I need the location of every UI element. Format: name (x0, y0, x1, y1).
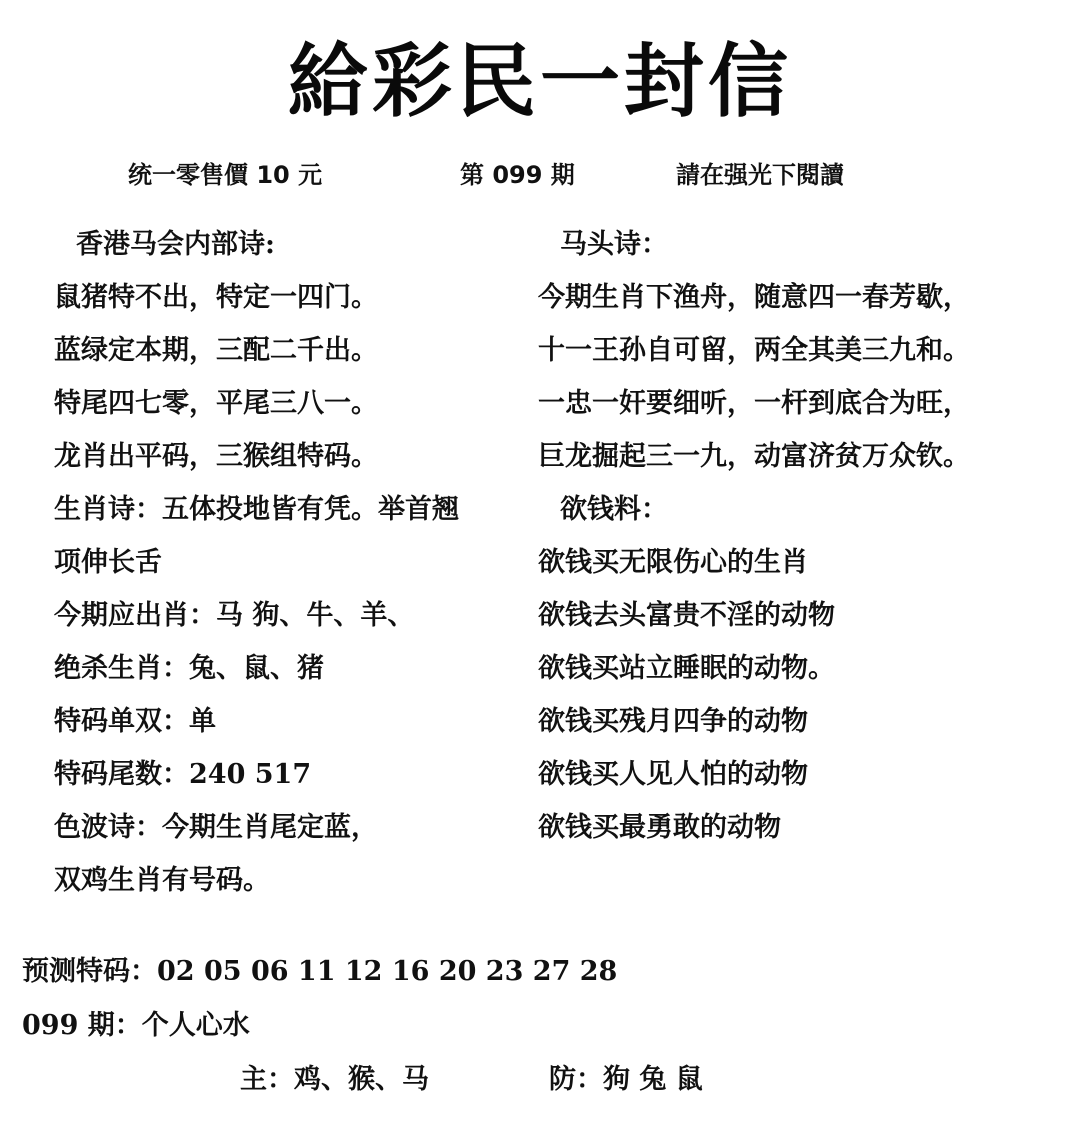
poem-line: 鼠猪特不出，特定一四门。 (54, 282, 378, 313)
riddle-heading: 欲钱料： (560, 494, 668, 525)
zodiac-poem: 生肖诗：五体投地皆有凭。举首翘 (54, 494, 459, 525)
tail-numbers: 特码尾数：240 517 (54, 759, 312, 790)
zodiac-poem-cont: 项伸长舌 (54, 547, 162, 578)
price-label: 统一零售價 10 元 (128, 161, 323, 189)
reading-hint: 請在强光下閱讀 (676, 161, 844, 189)
riddle-item: 欲钱买站立睡眠的动物。 (538, 653, 835, 684)
left-column (54, 222, 524, 911)
odd-even: 特码单双：单 (54, 706, 216, 737)
poem-line: 龙肖出平码，三猴组特码。 (54, 441, 378, 472)
poem-line: 蓝绿定本期，三配二千出。 (54, 335, 378, 366)
footer (22, 948, 1062, 1110)
color-poem-cont: 双鸡生肖有号码。 (54, 865, 270, 896)
horse-poem-line: 一忠一奸要细听，一杆到底合为旺， (538, 388, 970, 419)
left-column-heading: 香港马会内部诗: (76, 229, 275, 260)
riddle-item: 欲钱买人见人怕的动物 (538, 759, 808, 790)
horse-poem-line: 十一王孙自可留，两全其美三九和。 (538, 335, 970, 366)
predicted-numbers: 预测特码：02 05 06 11 12 16 20 23 27 28 (22, 956, 618, 987)
poem-line: 特尾四七零，平尾三八一。 (54, 388, 378, 419)
issue-number: 第 099 期 (460, 161, 575, 189)
horse-poem-line: 巨龙掘起三一九，动富济贫万众钦。 (538, 441, 970, 472)
defense-picks: 防：狗 兔 鼠 (549, 1064, 703, 1095)
riddle-item: 欲钱买最勇敢的动物 (538, 812, 781, 843)
excluded-zodiac: 绝杀生肖：兔、鼠、猪 (54, 653, 324, 684)
issue-tip: 099 期：个人心水 (22, 1010, 250, 1041)
riddle-item: 欲钱去头富贵不淫的动物 (538, 600, 835, 631)
main-defense-row (240, 1056, 1062, 1110)
horse-poem-line: 今期生肖下渔舟，随意四一春芳歇， (538, 282, 970, 313)
main-picks: 主：鸡、猴、马 (240, 1064, 429, 1095)
right-column-heading: 马头诗： (560, 229, 668, 260)
expected-zodiac: 今期应出肖：马 狗、牛、羊、 (54, 600, 415, 631)
riddle-item: 欲钱买无限伤心的生肖 (538, 547, 808, 578)
riddle-item: 欲钱买残月四争的动物 (538, 706, 808, 737)
page-title: 給彩民一封信 (288, 35, 792, 128)
right-column (538, 222, 1058, 858)
color-poem: 色波诗：今期生肖尾定蓝， (54, 812, 378, 843)
